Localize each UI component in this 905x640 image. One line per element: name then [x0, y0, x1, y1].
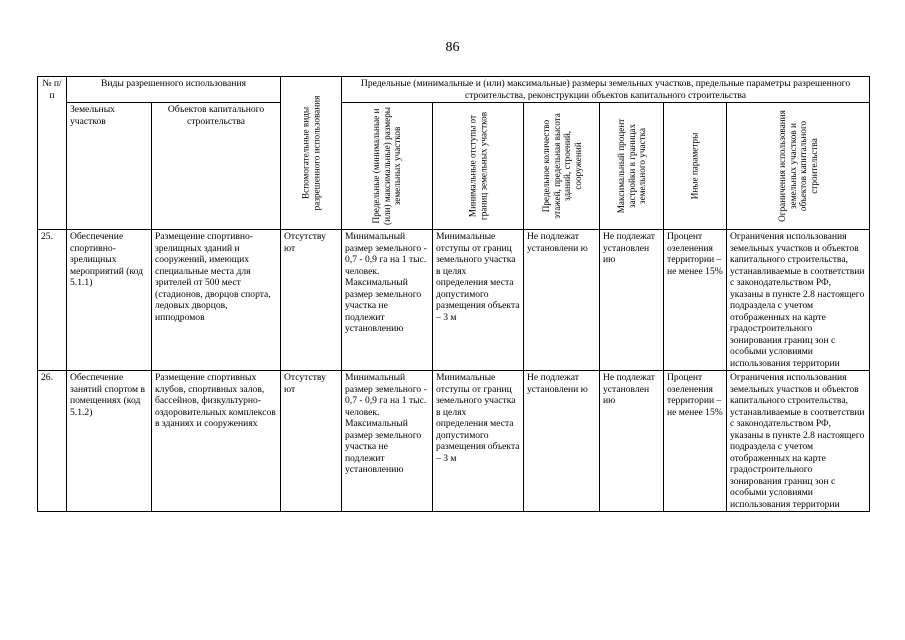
header-limits: Предельные (минимальные и (или) максимальные) размеры земельных участков, предельные параметры разрешенного строительства, реконструкции объектов капитального строительства: [342, 77, 870, 103]
floors: Не подлежат установлени ю: [524, 230, 600, 371]
coverage: Не подлежат установлен ию: [600, 230, 664, 371]
land-use: Обеспечение занятий спортом в помещениях (код 5.1.2): [67, 371, 152, 512]
header-max-coverage: Максимальный процент застройки в границах земельного участка: [600, 103, 664, 230]
header-capital-objects: Объектов капитального строительства: [152, 103, 281, 230]
header-land-plots: Земельных участков: [67, 103, 152, 230]
header-row-2: [38, 103, 870, 230]
restrictions: Ограничения использования земельных участков и объектов капитального строительства, устанавливаемые в соответствии с законодательством РФ, указаны в пункте 2.8 настоящего подраздела с учетом отображенных на карте градостроительного зонирования границ зон с особыми условиями использования территории: [727, 371, 870, 512]
land-use: Обеспечение спортивно-зрелищных мероприятий (код 5.1.1): [67, 230, 152, 371]
header-restrictions: Ограничения использования земельных участков и объектов капитального строительства: [727, 103, 870, 230]
auxiliary-use: Отсутству ют: [281, 230, 342, 371]
table-row: [38, 230, 870, 371]
row-num: 26.: [38, 371, 67, 512]
page-number: 86: [445, 40, 460, 55]
table-row: [38, 371, 870, 512]
setback: Минимальные отступы от границ земельного участка в целях определения места допустимого размещения объекта – 3 м: [433, 230, 524, 371]
header-min-setbacks: Минимальные отступы от границ земельных участков: [433, 103, 524, 230]
plot-size: Минимальный размер земельного - 0,7 - 0,9 га на 1 тыс. человек. Максимальный размер земельного участка не подлежит установлению: [342, 371, 433, 512]
capital-use: Размещение спортивно-зрелищных зданий и сооружений, имеющих специальные места для зрителей от 500 мест (стадионов, дворцов спорта, ледовых дворцов, ипподромов: [152, 230, 281, 371]
restrictions: Ограничения использования земельных участков и объектов капитального строительства, устанавливаемые в соответствии с законодательством РФ, указаны в пункте 2.8 настоящего подраздела с учетом отображенных на карте градостроительного зонирования границ зон с особыми условиями использования территории: [727, 230, 870, 371]
header-plot-sizes: Предельные (минимальные и (или) максимальные) размеры земельных участков: [342, 103, 433, 230]
header-auxiliary: Вспомогательные виды разрешенного использования: [281, 77, 342, 230]
zoning-table: [37, 76, 870, 512]
other-params: Процент озеленения территории – не менее 15%: [664, 230, 727, 371]
header-num: № п/п: [38, 77, 67, 230]
capital-use: Размещение спортивных клубов, спортивных залов, бассейнов, физкультурно-оздоровительных комплексов в зданиях и сооружениях: [152, 371, 281, 512]
plot-size: Минимальный размер земельного - 0,7 - 0,9 га на 1 тыс. человек. Максимальный размер земельного участка не подлежит установлению: [342, 230, 433, 371]
auxiliary-use: Отсутству ют: [281, 371, 342, 512]
header-max-floors: Предельное количество этажей, предельная высота зданий, строений, сооружений: [524, 103, 600, 230]
header-use-types: Виды разрешенного использования: [67, 77, 281, 103]
row-num: 25.: [38, 230, 67, 371]
other-params: Процент озеленения территории – не менее 15%: [664, 371, 727, 512]
floors: Не подлежат установлени ю: [524, 371, 600, 512]
setback: Минимальные отступы от границ земельного участка в целях определения места допустимого размещения объекта – 3 м: [433, 371, 524, 512]
header-other-params: Иные параметры: [664, 103, 727, 230]
coverage: Не подлежат установлен ию: [600, 371, 664, 512]
header-row-1: [38, 77, 870, 103]
